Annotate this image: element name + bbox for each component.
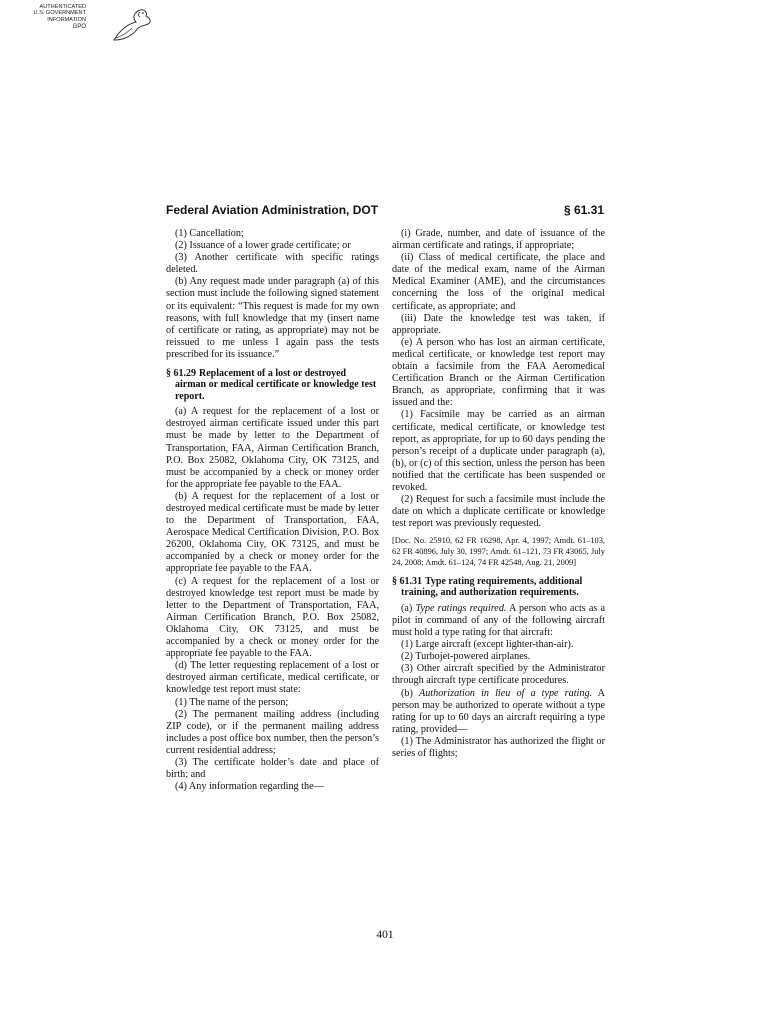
paragraph: (a) A request for the replacement of a lost or destroyed airman certificate issued under this part must be made by letter to the Department of Transportation, FAA, Airman Certification Branch, P.O. Box 25082, Oklahoma City, OK 73125, and must be accompanied by a check or money order for the appropriate fee payable to the FAA.	[166, 406, 379, 490]
eagle-icon	[110, 6, 154, 46]
paragraph: (b) A request for the replacement of a lost or destroyed medical certificate must be made by letter to the Department of Transportation, FAA, Aerospace Medical Certification Division, P.O. Box 26200, Oklahoma City, OK 73125, and must be accompanied by a check or money order for the appropriate fee payable to the FAA.	[166, 490, 379, 575]
paragraph: (1) Cancellation;	[175, 228, 244, 239]
running-head	[166, 203, 604, 219]
paragraph: (1) The name of the person;	[175, 696, 289, 708]
paragraph: (i) Grade, number, and date of issuance of the airman certificate and ratings, if appropriate;	[392, 228, 605, 252]
section-number: § 61.29	[166, 368, 196, 380]
paragraph: (1) Facsimile may be carried as an airman certificate, medical certificate, or knowledge test report, as appropriate, for up to 60 days pending the person’s receipt of a duplicate under paragraph (a), (b), or (c) of this section, unless the person has been notified that the certificate has been suspended or revoked.	[392, 409, 605, 493]
source-citation: [Doc. No. 25910, 62 FR 16298, Apr. 4, 1997; Amdt. 61–103, 62 FR 40896, July 30, 1997; Amdt. 61–121, 73 FR 43065, July 24, 2008; Amdt. 61–124, 74 FR 42548, Aug. 21, 2009]	[392, 536, 605, 568]
paragraph: (2) Request for such a facsimile must include the date on which a duplicate certificate or knowledge test report was previously requested.	[392, 494, 605, 530]
right-column	[392, 228, 605, 760]
left-column	[166, 228, 379, 793]
agency-title: Federal Aviation Administration, DOT	[166, 203, 379, 217]
paragraph: (2) The permanent mailing address (including ZIP code), or if the permanent mailing address includes a post office box number, then the person’s current residential address;	[166, 708, 379, 756]
paragraph	[392, 603, 605, 639]
paragraph: (3) Other aircraft specified by the Administrator through aircraft type certificate procedures.	[392, 663, 605, 687]
gpo-seal-text	[14, 4, 86, 31]
paragraph	[392, 688, 605, 736]
paragraph-text: A person may be authorized to operate without a type rating for up to 60 days an aircraft requiring a type rating, provided—	[392, 687, 605, 735]
paragraph-heading: Type ratings required.	[415, 602, 507, 614]
gpo-seal-line: AUTHENTICATED	[39, 4, 86, 10]
section-range: § 61.31	[563, 203, 604, 217]
paragraph: (1) The Administrator has authorized the flight or series of flights;	[392, 735, 605, 759]
paragraph: (d) The letter requesting replacement of a lost or destroyed airman certificate, medical certificate, or knowledge test report must state:	[166, 660, 379, 696]
paragraph: (1) Large aircraft (except lighter-than-air).	[401, 639, 574, 651]
paragraph: (b) Any request made under paragraph (a) of this section must include the following signed statement or its equivalent: “This request is made for my own reasons, with full knowledge that my (insert name of certificate or rating, as appropriate) may not be reissued to me unless I again pass the tests prescribed for its issuance.”	[166, 276, 379, 360]
gpo-seal-mark: GPO	[72, 24, 86, 31]
paragraph: (3) The certificate holder’s date and place of birth; and	[166, 756, 379, 781]
section-title: Replacement of a lost or destroyed airman or medical certificate or knowledge test report.	[175, 368, 377, 402]
section-heading-61-31	[392, 576, 605, 599]
paragraph: (e) A person who has lost an airman certificate, medical certificate, or knowledge test report may obtain a facsimile from the FAA Aeromedical Certification Branch or the Airman Certification Branch, as appropriate, confirming that it was issued and the:	[392, 336, 605, 409]
paragraph-lead: (b)	[401, 687, 419, 699]
gpo-seal-line: U.S. GOVERNMENT	[33, 10, 86, 17]
paragraph: (ii) Class of medical certificate, the place and date of the medical exam, name of the Airman Medical Examiner (AME), and the circumstances concerning the loss of the original medical certificate, as appropriate; and	[392, 252, 605, 312]
section-title: Type rating requirements, additional training, and authorization requirements.	[401, 576, 583, 599]
paragraph: (2) Turbojet-powered airplanes.	[401, 651, 531, 663]
gpo-authentication-seal	[14, 4, 144, 48]
paragraph-heading: Authorization in lieu of a type rating.	[418, 687, 593, 699]
page-number: 401	[376, 929, 394, 941]
section-heading-61-29	[166, 368, 379, 402]
paragraph: (2) Issuance of a lower grade certificate; or	[175, 240, 351, 252]
paragraph: (iii) Date the knowledge test was taken, if appropriate.	[392, 312, 605, 336]
paragraph: (c) A request for the replacement of a lost or destroyed knowledge test report must be made by letter to the Department of Transportation, FAA, Airman Certification Branch, P.O. Box 25082, Oklahoma City, OK 73125, and must be accompanied by a check or money order for the appropriate fee payable to the FAA.	[166, 575, 379, 660]
paragraph-lead: (a)	[401, 602, 416, 614]
paragraph: (3) Another certificate with specific ratings deleted.	[166, 252, 379, 276]
paragraph-text: A person who acts as a pilot in command of any of the following aircraft must hold a type rating for that aircraft:	[392, 602, 605, 639]
gpo-seal-line: INFORMATION	[47, 16, 86, 23]
section-number: § 61.31	[392, 576, 422, 588]
paragraph: (4) Any information regarding the—	[175, 781, 324, 793]
